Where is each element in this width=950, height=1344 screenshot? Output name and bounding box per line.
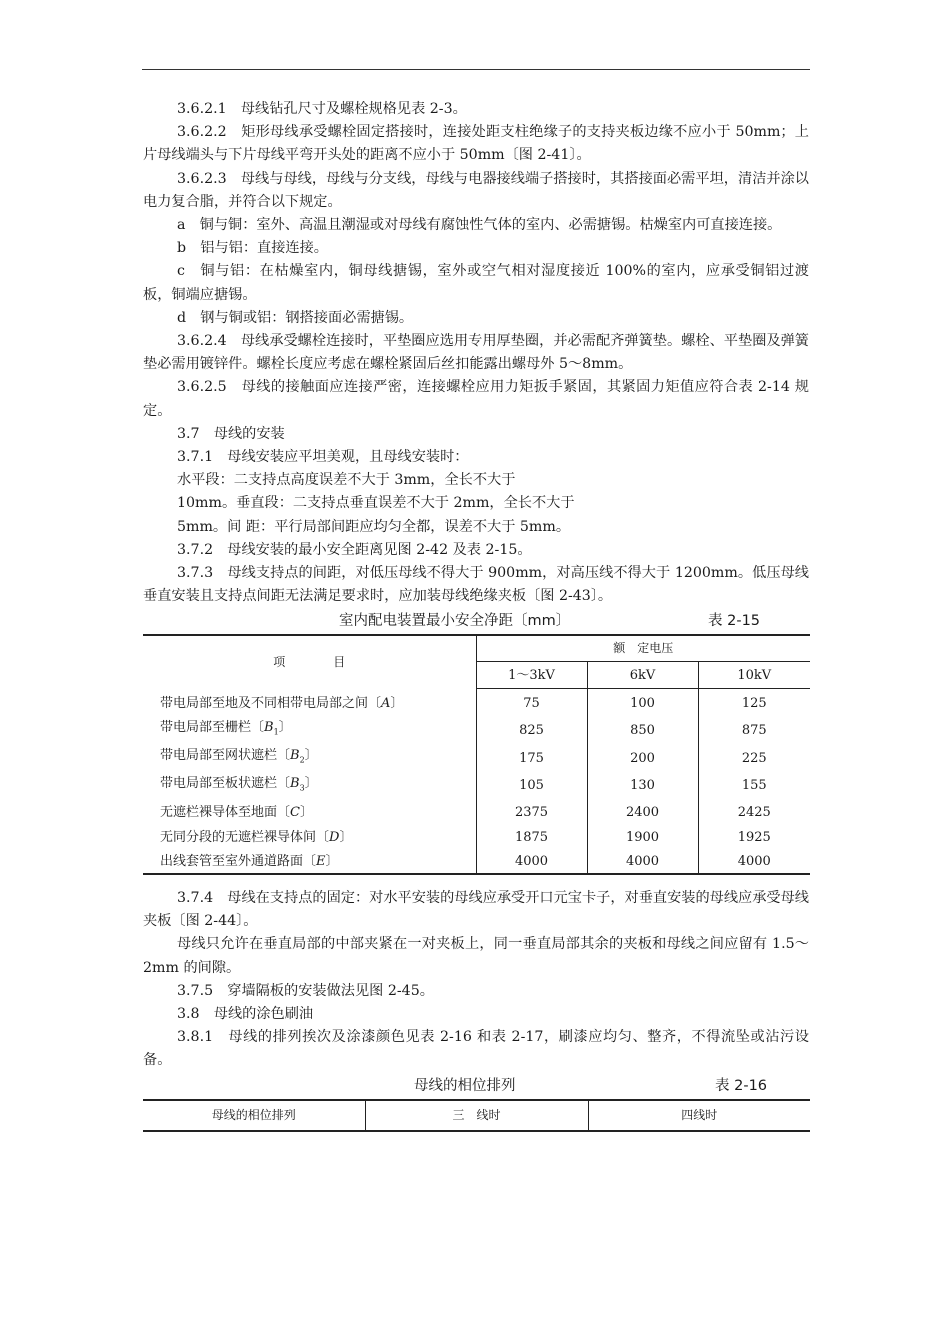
cell-value: 75 — [476, 689, 587, 717]
cell-value: 2400 — [587, 800, 698, 825]
cell-value: 1900 — [587, 825, 698, 850]
table-number: 表 2-15 — [708, 613, 761, 630]
table-row — [143, 716, 810, 744]
cell-value: 125 — [698, 689, 810, 717]
header-col: 四线时 — [588, 1100, 810, 1131]
paragraph: 3.6.2.5 母线的接触面应连接严密，连接螺栓应用力矩扳手紧固，其紧固力矩值应符合表 2-14 规定。 — [143, 379, 809, 419]
paragraph: a 铜与铜：室外、高温且潮湿或对母线有腐蚀性气体的室内、必需搪锡。枯燥室内可直接连接。 — [177, 217, 782, 234]
table-row — [143, 744, 810, 772]
paragraph: c 铜与铝：在枯燥室内，铜母线搪锡，室外或空气相对湿度接近 100%的室内，应承受铜铝过渡板，铜端应搪锡。 — [143, 263, 809, 303]
row-label: 带电局部至栅栏〔$B_1$〕 — [160, 720, 292, 738]
row-label: 带电局部至网状遮栏〔$B_2$〕 — [160, 748, 318, 765]
paragraph: 3.7.4 母线在支持点的固定：对水平安装的母线应承受开口元宝卡子，对垂直安装的母线应承受母线夹板〔图 2-44〕。 — [143, 890, 809, 930]
paragraph: 3.6.2.3 母线与母线，母线与分支线，母线与电器接线端子搭接时，其搭接面必需平坦，清洁并涂以电力复合脂，并符合以下规定。 — [143, 170, 809, 210]
paragraph: 水平段：二支持点高度误差不大于 3mm，全长不大于 — [177, 472, 516, 489]
paragraph: b 铝与铝：直接连接。 — [177, 240, 328, 257]
header-col: 1～3kV — [476, 662, 587, 689]
table-row — [143, 772, 810, 800]
paragraph: 3.8.1 母线的排列挨次及涂漆颜色见表 2-16 和表 2-17，刷漆应均匀、整齐，不得流坠或沾污设备。 — [143, 1029, 809, 1069]
table-title: 室内配电装置最小安全净距〔mm〕 — [339, 613, 571, 630]
table-2-15-caption — [143, 608, 809, 634]
cell-value: 875 — [698, 716, 810, 744]
paragraph: 3.7.3 母线支持点的间距，对低压母线不得大于 900mm，对高压线不得大于 1200mm。低压母线垂直安装且支持点间距无法满足要求时，应加装母线绝缘夹板〔图 2-43〕。 — [143, 565, 809, 605]
header-col: 三 线时 — [365, 1100, 588, 1131]
header-voltage-group: 额 定电压 — [476, 635, 810, 662]
paragraph: 3.6.2.2 矩形母线承受螺栓固定搭接时，连接处距支柱绝缘子的支持夹板边缘不应小于 50mm；上片母线端头与下片母线平弯开头处的距离不应小于 50mm〔图 2-41〕。 — [143, 124, 809, 164]
table-row — [143, 689, 810, 717]
table-number: 表 2-16 — [715, 1077, 768, 1094]
table-2-15 — [143, 634, 810, 875]
cell-value: 130 — [587, 772, 698, 800]
table-row — [143, 850, 810, 874]
header-rule — [142, 69, 810, 70]
paragraph: d 钢与铜或铝：钢搭接面必需搪锡。 — [177, 309, 414, 326]
paragraph: 3.8 母线的涂色刷油 — [177, 1006, 314, 1023]
cell-value: 4000 — [476, 850, 587, 874]
document-body — [143, 98, 809, 1132]
cell-value: 155 — [698, 772, 810, 800]
cell-value: 4000 — [698, 850, 810, 874]
row-label: 无遮栏裸导体至地面〔C〕 — [160, 804, 313, 820]
cell-value: 2375 — [476, 800, 587, 825]
row-label: 无同分段的无遮栏裸导体间〔D〕 — [160, 829, 353, 845]
paragraph-group-a — [143, 98, 809, 608]
cell-value: 200 — [587, 744, 698, 772]
cell-value: 175 — [476, 744, 587, 772]
table-2-16 — [143, 1099, 810, 1132]
paragraph: 3.7 母线的安装 — [177, 425, 285, 442]
row-label: 带电局部至地及不同相带电局部之间〔A〕 — [160, 696, 404, 712]
table-title: 母线的相位排列 — [414, 1077, 516, 1094]
paragraph: 3.6.2.1 母线钻孔尺寸及螺栓规格见表 2-3。 — [177, 101, 467, 117]
cell-value: 825 — [476, 716, 587, 744]
row-label: 带电局部至板状遮栏〔$B_3$〕 — [160, 776, 318, 793]
cell-value: 4000 — [587, 850, 698, 874]
cell-value: 1925 — [698, 825, 810, 850]
table-2-16-caption — [143, 1073, 809, 1099]
cell-value: 225 — [698, 744, 810, 772]
paragraph-group-b — [143, 887, 809, 1073]
header-col: 10kV — [698, 662, 810, 689]
table-row — [143, 825, 810, 850]
header-item: 项 目 — [273, 655, 346, 670]
cell-value: 1875 — [476, 825, 587, 850]
header-col: 6kV — [587, 662, 698, 689]
paragraph: 3.7.1 母线安装应平坦美观，且母线安装时： — [177, 449, 469, 466]
cell-value: 100 — [587, 689, 698, 717]
paragraph: 3.7.5 穿墙隔板的安装做法见图 2-45。 — [177, 982, 434, 999]
cell-value: 850 — [587, 716, 698, 744]
header-col: 母线的相位排列 — [211, 1107, 296, 1122]
cell-value: 105 — [476, 772, 587, 800]
cell-value: 2425 — [698, 800, 810, 825]
paragraph: 3.6.2.4 母线承受螺栓连接时，平垫圈应选用专用厚垫圈，并必需配齐弹簧垫。螺栓、平垫圈及弹簧垫必需用镀锌件。螺栓长度应考虑在螺栓紧固后丝扣能露出螺母外 5～8mm。 — [143, 333, 809, 373]
paragraph: 5mm。间 距：平行局部间距应均匀全都，误差不大于 5mm。 — [177, 518, 571, 535]
paragraph: 10mm。垂直段：二支持点垂直误差不大于 2mm，全长不大于 — [177, 495, 575, 512]
paragraph: 母线只允许在垂直局部的中部夹紧在一对夹板上，同一垂直局部其余的夹板和母线之间应留有 1.5～2mm 的间隙。 — [143, 936, 809, 976]
paragraph: 3.7.2 母线安装的最小安全距离见图 2-42 及表 2-15。 — [177, 541, 532, 558]
table-row — [143, 800, 810, 825]
row-label: 出线套管至室外通道路面〔E〕 — [160, 853, 339, 869]
